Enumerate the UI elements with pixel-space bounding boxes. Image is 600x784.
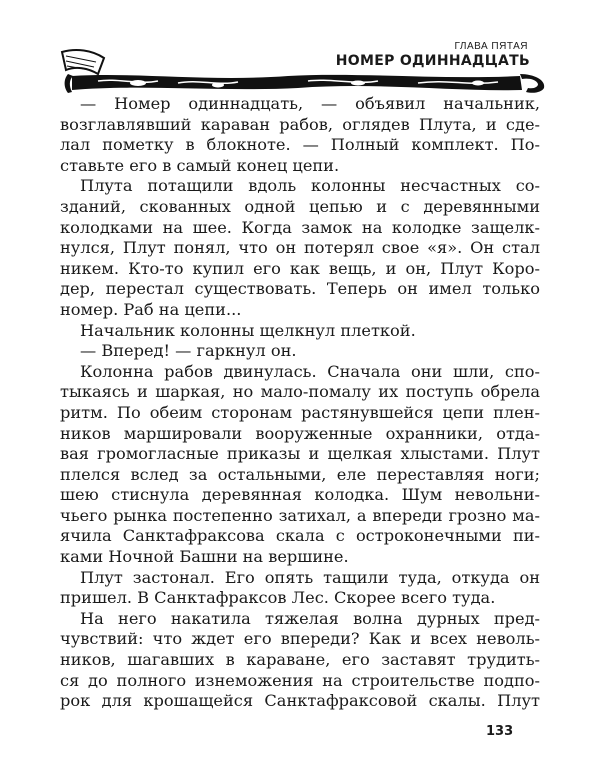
text-line: чьего рынка постепенно затихал, а впереди грозно ма- — [60, 505, 540, 525]
chapter-title: НОМЕР ОДИННАДЦАТЬ — [335, 53, 530, 69]
text-line: тыкаясь и шаркая, но мало-помалу их поступь обрела — [60, 382, 540, 402]
text-line: Колонна рабов двинулась. Сначала они шли, спо- — [80, 361, 540, 381]
text-line: никем. Кто-то купил его как вещь, и он, Плут Коро- — [60, 258, 540, 278]
text-line: нулся, Плут понял, что он потерял свое «я». Он стал — [60, 238, 540, 258]
text-line: Плут застонал. Его опять тащили туда, откуда он — [80, 567, 540, 587]
text-line: возглавлявший караван рабов, оглядев Плута, и сде- — [60, 114, 540, 134]
text-line: ставьте его в самый конец цепи. — [60, 155, 340, 175]
text-line: пришел. В Санктафраксов Лес. Скорее всего туда. — [60, 588, 496, 608]
text-line: рок для крошащейся Санктафраксовой скалы. Плут — [60, 691, 540, 711]
text-line: На него накатила тяжелая волна дурных пред- — [80, 608, 540, 628]
chapter-label: ГЛАВА ПЯТАЯ — [454, 41, 528, 52]
text-line: ячила Санктафраксова скала с остроконечными пи- — [60, 526, 540, 546]
text-line: Начальник колонны щелкнул плеткой. — [80, 320, 416, 340]
text-line: колодками на шее. Когда замок на колодке защелк- — [60, 217, 540, 237]
text-line: шею стиснула деревянная колодка. Шум невольни- — [60, 485, 540, 505]
text-line: дер, перестал существовать. Теперь он имел только — [60, 279, 540, 299]
page-number: 133 — [486, 724, 514, 739]
text-line: Плута потащили вдоль колонны несчастных со- — [80, 176, 540, 196]
text-line: лал пометку в блокноте. — Полный комплект. По- — [60, 135, 540, 155]
text-line: ся до полного изнеможения на строительстве подпо- — [60, 670, 540, 690]
text-line: ников маршировали вооруженные охранники, отда- — [60, 423, 540, 443]
text-line: вая громогласные приказы и щелкая хлыстами. Плут — [60, 444, 540, 464]
text-line: плелся вслед за остальными, еле переставляя ноги; — [60, 464, 540, 484]
text-line: чувствий: что ждет его впереди? Как и всех неволь- — [60, 629, 540, 649]
text-line: ритм. По обеим сторонам растянувшейся цепи плен- — [60, 402, 540, 422]
text-line: зданий, скованных одной цепью и с деревянными — [60, 196, 540, 216]
text-line: — Вперед! — гаркнул он. — [80, 341, 297, 361]
text-line: номер. Раб на цепи... — [60, 299, 242, 319]
text-line: ками Ночной Башни на вершине. — [60, 547, 349, 567]
body-text — [60, 94, 540, 712]
text-line: ников, шагавших в караване, его заставят трудить- — [60, 650, 540, 670]
text-line: — Номер одиннадцать, — объявил начальник, — [80, 94, 540, 113]
